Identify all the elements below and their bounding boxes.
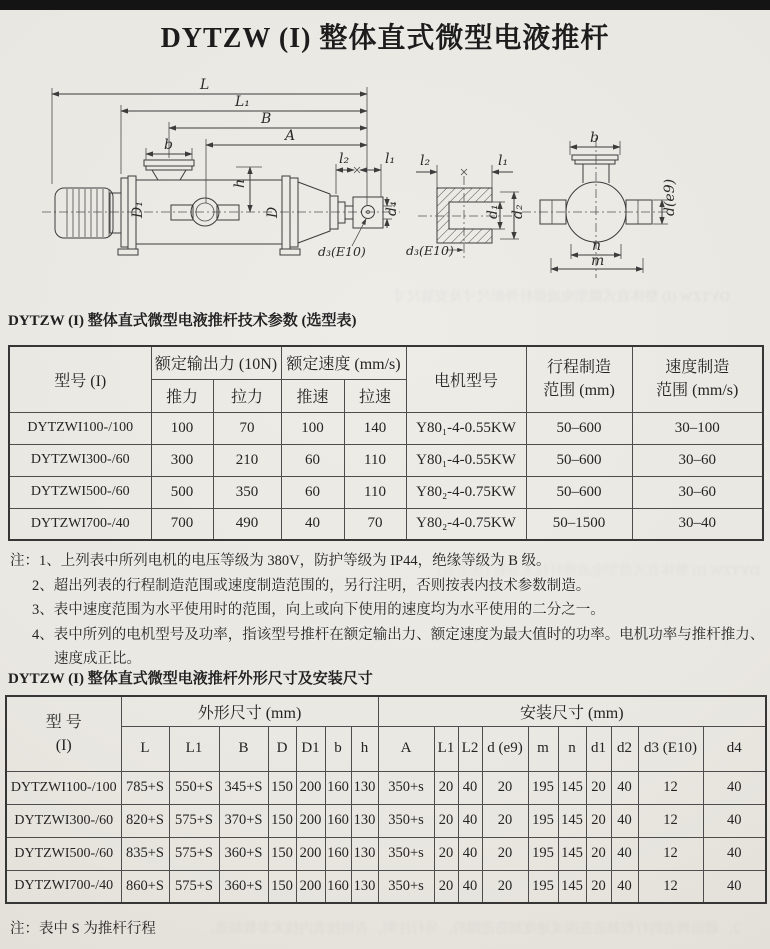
dim-label-D1: D₁ <box>130 201 146 218</box>
dim-cell: 12 <box>638 771 703 804</box>
push-speed-cell: 40 <box>281 508 344 540</box>
col-header-stroke-range <box>526 346 632 412</box>
push-force-cell: 700 <box>151 508 213 540</box>
dim-cell: 40 <box>458 804 482 837</box>
dim-label-D: D <box>265 206 281 218</box>
rod-end-section-view <box>406 153 526 258</box>
model-cell: DYTZWI700-/40 <box>9 508 151 540</box>
dim-label-h: h <box>232 178 248 188</box>
dim-cell: 150 <box>268 870 296 903</box>
dim-cell: 345+S <box>219 771 268 804</box>
dim-cell: 195 <box>528 837 558 870</box>
col-header-d-e9: d (e9) <box>482 726 528 771</box>
speed-range-cell: 30–60 <box>632 476 763 508</box>
dim-label-d2: d₂ <box>510 204 526 219</box>
dim-table-row <box>6 771 766 804</box>
dim-cell: 12 <box>638 804 703 837</box>
dim-cell: 350+s <box>378 837 434 870</box>
col-group-install-dimensions: 安装尺寸 (mm) <box>378 696 766 726</box>
col-header-model <box>6 696 121 771</box>
dim-cell: 20 <box>586 771 611 804</box>
model-cell: DYTZWI100-/100 <box>6 771 121 804</box>
stroke-range-line1: 行程制造 <box>547 359 612 377</box>
dim-cell: 20 <box>482 771 528 804</box>
col-header-b: b <box>325 726 351 771</box>
dim-cell: 40 <box>611 804 638 837</box>
col-header-m: m <box>528 726 558 771</box>
dim-label-l1: l₁ <box>498 153 509 169</box>
motor-cell: Y80₂-4-0.75KW <box>406 508 526 540</box>
dim-header-row-groups <box>6 696 766 726</box>
dim-label-d3: d₃(E10) <box>406 243 454 258</box>
dim-cell: 195 <box>528 771 558 804</box>
dim-cell: 150 <box>268 804 296 837</box>
model-cell: DYTZWI500-/60 <box>9 476 151 508</box>
dim-cell: 40 <box>458 771 482 804</box>
dim-cell: 20 <box>586 870 611 903</box>
col-header-n: n <box>558 726 586 771</box>
dim-cell: 145 <box>558 837 586 870</box>
col-group-rated-speed: 额定速度 (mm/s) <box>281 346 406 379</box>
push-force-cell: 300 <box>151 444 213 476</box>
dim-label-d3: d₃(E10) <box>318 244 366 259</box>
pull-speed-cell: 110 <box>344 444 406 476</box>
dim-cell: 145 <box>558 771 586 804</box>
speed-range-line1: 速度制造 <box>665 359 730 377</box>
dim-cell: 40 <box>703 837 766 870</box>
dim-cell: 370+S <box>219 804 268 837</box>
dim-cell: 20 <box>434 837 458 870</box>
dimension-table <box>5 695 767 904</box>
col-header-L1-install: L1 <box>434 726 458 771</box>
dim-cell: 12 <box>638 870 703 903</box>
col-header-speed-range <box>632 346 763 412</box>
dim-cell: 130 <box>351 837 378 870</box>
pull-speed-cell: 110 <box>344 476 406 508</box>
spec-table-row <box>9 508 763 540</box>
dim-cell: 20 <box>586 804 611 837</box>
dim-cell: 40 <box>458 837 482 870</box>
stroke-range-cell: 50–600 <box>526 444 632 476</box>
motor-cell: Y80₂-4-0.75KW <box>406 476 526 508</box>
model-header-line1: 型 号 <box>45 713 82 731</box>
bleed-through-ghost: 2、超出列表的行程制造范围或速度制造范围的，另行注明，否则按表内技术参数制造。 <box>201 922 740 937</box>
dim-label-de9: d(e9) <box>662 178 678 216</box>
notes-block <box>10 549 765 672</box>
speed-range-cell: 30–100 <box>632 412 763 444</box>
dim-cell: 150 <box>268 837 296 870</box>
dim-label-b: b <box>590 130 599 146</box>
dim-cell: 145 <box>558 804 586 837</box>
col-header-d4: d4 <box>703 726 766 771</box>
dim-cell: 40 <box>458 870 482 903</box>
dim-label-B: B <box>261 111 272 127</box>
model-cell: DYTZWI700-/40 <box>6 870 121 903</box>
col-header-h: h <box>351 726 378 771</box>
note-line: 速度成正比。 <box>54 651 141 667</box>
pull-speed-cell: 70 <box>344 508 406 540</box>
dim-cell: 350+s <box>378 771 434 804</box>
col-header-A: A <box>378 726 434 771</box>
model-header-line2: (I) <box>55 736 72 754</box>
dim-label-n: n <box>592 238 602 254</box>
dim-cell: 160 <box>325 837 351 870</box>
col-header-d2: d2 <box>611 726 638 771</box>
dim-cell: 195 <box>528 870 558 903</box>
dim-cell: 200 <box>296 837 325 870</box>
dim-cell: 360+S <box>219 870 268 903</box>
scan-top-edge <box>0 0 770 10</box>
stroke-range-cell: 50–1500 <box>526 508 632 540</box>
bleed-through-ghost: DYTZW (I) 整体直式微型电液推杆技术参数 (选型表) <box>437 564 760 579</box>
dim-cell: 820+S <box>121 804 169 837</box>
dim-label-l2: l₂ <box>339 151 350 167</box>
col-header-model: 型号 (I) <box>9 346 151 412</box>
dim-label-m: m <box>591 253 605 269</box>
speed-range-line2: 范围 (mm/s) <box>656 382 739 400</box>
dim-cell: 130 <box>351 804 378 837</box>
col-header-pull-speed: 拉速 <box>344 379 406 412</box>
col-header-D: D <box>268 726 296 771</box>
push-speed-cell: 60 <box>281 476 344 508</box>
dim-cell: 145 <box>558 870 586 903</box>
model-cell: DYTZWI100-/100 <box>9 412 151 444</box>
dim-cell: 40 <box>611 837 638 870</box>
dim-cell: 20 <box>482 837 528 870</box>
dim-cell: 160 <box>325 771 351 804</box>
col-header-D1: D1 <box>296 726 325 771</box>
col-header-d1: d1 <box>586 726 611 771</box>
stroke-range-line2: 范围 (mm) <box>543 382 615 400</box>
spec-table-row <box>9 412 763 444</box>
col-group-outline-dimensions: 外形尺寸 (mm) <box>121 696 378 726</box>
dim-cell: 785+S <box>121 771 169 804</box>
dim-label-l1: l₁ <box>385 151 396 167</box>
col-header-d3-E10: d3 (E10) <box>638 726 703 771</box>
page-title: DYTZW (I) 整体直式微型电液推杆 <box>160 23 610 54</box>
col-group-rated-output: 额定输出力 (10N) <box>151 346 281 379</box>
dim-cell: 360+S <box>219 837 268 870</box>
dim-cell: 860+S <box>121 870 169 903</box>
model-cell: DYTZWI500-/60 <box>6 837 121 870</box>
dim-label-b: b <box>164 137 173 153</box>
note-line: 3、表中速度范围为水平使用时的范围，向上或向下使用的速度均为水平使用的二分之一。 <box>32 602 605 618</box>
spec-table-row <box>9 444 763 476</box>
push-speed-cell: 60 <box>281 444 344 476</box>
dim-cell: 200 <box>296 804 325 837</box>
dim-cell: 40 <box>611 870 638 903</box>
dim-cell: 575+S <box>169 837 219 870</box>
dim-cell: 130 <box>351 870 378 903</box>
dim-label-d4: d₄ <box>384 201 400 216</box>
col-header-motor-model: 电机型号 <box>406 346 526 412</box>
dim-cell: 40 <box>703 804 766 837</box>
spec-header-row-groups <box>9 346 763 379</box>
model-cell: DYTZWI300-/60 <box>9 444 151 476</box>
push-force-cell: 100 <box>151 412 213 444</box>
dim-cell: 40 <box>703 771 766 804</box>
dim-label-l2: l₂ <box>420 153 431 169</box>
note-line: 2、超出列表的行程制造范围或速度制造范围的，另行注明，否则按表内技术参数制造。 <box>32 577 591 594</box>
dim-label-d1: d₁ <box>485 204 501 219</box>
main-side-view <box>42 77 400 259</box>
dim-table-row <box>6 804 766 837</box>
dim-label-L: L <box>200 77 210 93</box>
speed-range-cell: 30–60 <box>632 444 763 476</box>
dim-cell: 20 <box>434 870 458 903</box>
dim-label-L1: L₁ <box>235 94 250 110</box>
col-header-B: B <box>219 726 268 771</box>
col-header-pull-force: 拉力 <box>213 379 281 412</box>
spec-table-caption: DYTZW (I) 整体直式微型电液推杆技术参数 (选型表) <box>8 313 357 329</box>
dim-cell: 575+S <box>169 804 219 837</box>
dim-table-row <box>6 837 766 870</box>
end-view <box>522 130 678 278</box>
pull-force-cell: 70 <box>213 412 281 444</box>
dim-cell: 350+s <box>378 804 434 837</box>
push-force-cell: 500 <box>151 476 213 508</box>
dim-cell: 20 <box>434 771 458 804</box>
dim-cell: 20 <box>482 804 528 837</box>
col-header-L2: L2 <box>458 726 482 771</box>
dim-cell: 20 <box>586 837 611 870</box>
model-cell: DYTZWI300-/60 <box>6 804 121 837</box>
spec-table-row <box>9 476 763 508</box>
dim-cell: 150 <box>268 771 296 804</box>
bleed-through-ghost: DYTZW (I) 整体直式微型电液推杆外形尺寸及安装尺寸 <box>392 290 730 305</box>
col-header-L: L <box>121 726 169 771</box>
dim-cell: 12 <box>638 837 703 870</box>
dim-cell: 200 <box>296 870 325 903</box>
dim-cell: 350+s <box>378 870 434 903</box>
stroke-range-cell: 50–600 <box>526 476 632 508</box>
pull-speed-cell: 140 <box>344 412 406 444</box>
dimension-table-caption: DYTZW (I) 整体直式微型电液推杆外形尺寸及安装尺寸 <box>8 671 373 687</box>
col-header-L1: L1 <box>169 726 219 771</box>
dim-cell: 40 <box>611 771 638 804</box>
dim-cell: 20 <box>434 804 458 837</box>
motor-cell: Y80₁-4-0.55KW <box>406 444 526 476</box>
dim-label-A: A <box>285 128 296 144</box>
dim-cell: 195 <box>528 804 558 837</box>
spec-table <box>8 345 764 541</box>
pull-force-cell: 490 <box>213 508 281 540</box>
dim-cell: 20 <box>482 870 528 903</box>
dim-cell: 550+S <box>169 771 219 804</box>
speed-range-cell: 30–40 <box>632 508 763 540</box>
dim-cell: 835+S <box>121 837 169 870</box>
dim-cell: 130 <box>351 771 378 804</box>
dim-cell: 200 <box>296 771 325 804</box>
stroke-note: 注：表中 S 为推杆行程 <box>10 921 156 937</box>
stroke-range-cell: 50–600 <box>526 412 632 444</box>
dim-cell: 160 <box>325 804 351 837</box>
dim-cell: 40 <box>703 870 766 903</box>
pull-force-cell: 210 <box>213 444 281 476</box>
col-header-push-speed: 推速 <box>281 379 344 412</box>
motor-cell: Y80₁-4-0.55KW <box>406 412 526 444</box>
note-line: 4、表中所列的电机型号及功率，指该型号推杆在额定输出力、额定速度为最大值时的功率。电机功率与推杆推力、 <box>32 626 765 643</box>
push-speed-cell: 100 <box>281 412 344 444</box>
dim-table-row <box>6 870 766 903</box>
note-line: 注：1、上列表中所列电机的电压等级为 380V，防护等级为 IP44，绝缘等级为 B 级。 <box>10 553 551 569</box>
dim-cell: 160 <box>325 870 351 903</box>
technical-drawing <box>0 66 770 294</box>
col-header-push-force: 推力 <box>151 379 213 412</box>
dim-cell: 575+S <box>169 870 219 903</box>
pull-force-cell: 350 <box>213 476 281 508</box>
